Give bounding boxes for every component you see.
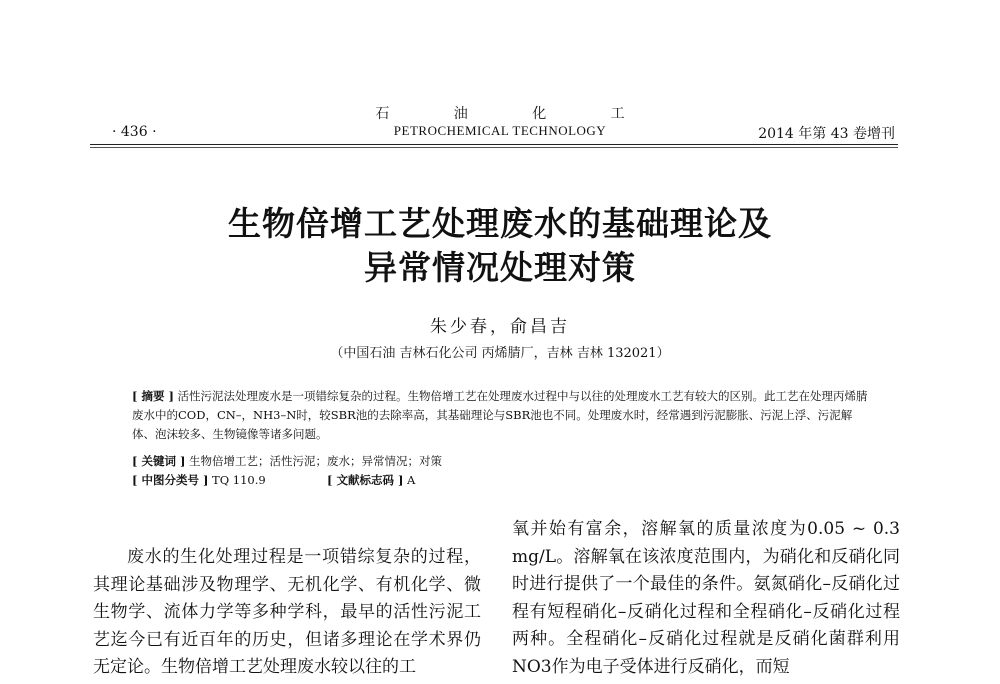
doc-code-group bbox=[327, 472, 415, 488]
paragraph-right: 氧并始有富余，溶解氧的质量浓度为0.05 ~ 0.3 mg/L。溶解氧在该浓度范围内，为硝化和反硝化同时进行提供了一个最佳的条件。氨氮硝化–反硝化过程有短程硝化–反硝化过程和全程硝化–反硝化过程两种。全程硝化–反硝化过程就是反硝化菌群利用NO3作为电子受体进行反硝化，而短 bbox=[512, 519, 900, 677]
keywords-row bbox=[132, 453, 442, 469]
authors: 朱少春，俞昌吉 bbox=[430, 317, 570, 337]
abstract bbox=[132, 387, 872, 444]
volume-info: 2014 年第 43 卷增刊 bbox=[758, 126, 895, 142]
class-label: [ 中图分类号 ] bbox=[132, 473, 209, 487]
affiliation: （中国石油 吉林石化公司 丙烯腈厂，吉林 吉林 132021） bbox=[330, 346, 670, 361]
keywords-label: [ 关键词 ] bbox=[132, 454, 186, 468]
paragraph-left: 废水的生化处理过程是一项错综复杂的过程，其理论基础涉及物理学、无机化学、有机化学、微生物学、流体力学等多种学科，最早的活性污泥工艺迄今已有近百年的历史，但诸多理论在学术界仍无定论。生物倍增工艺处理废水较以往的工 bbox=[93, 547, 481, 677]
journal-name-en: PETROCHEMICAL TECHNOLOGY bbox=[393, 123, 607, 138]
classification-row bbox=[132, 472, 416, 488]
body-column-left bbox=[93, 544, 481, 682]
page-number: · 436 · bbox=[112, 124, 157, 140]
doc-code: A bbox=[407, 473, 416, 487]
doc-label: [ 文献标志码 ] bbox=[327, 473, 404, 487]
header-rule-thin bbox=[90, 147, 898, 148]
abstract-text: 活性污泥法处理废水是一项错综复杂的过程。生物倍增工艺在处理废水过程中与以往的处理废水工艺有较大的区别。此工艺在处理丙烯腈废水中的COD，CN–，NH3–N时，较SBR池的去除率高，其基础理论与SBR池也不同。处理废水时，经常遇到污泥膨胀、污泥上浮、污泥解体、泡沫较多、生物镜像等诸多问题。 bbox=[132, 389, 868, 441]
keywords: 生物倍增工艺；活性污泥；废水；异常情况；对策 bbox=[189, 454, 443, 468]
body-column-right bbox=[512, 516, 900, 681]
header-rule bbox=[90, 144, 898, 145]
class-number: TQ 110.9 bbox=[212, 473, 266, 487]
article-title-line1: 生物倍增工艺处理废水的基础理论及 bbox=[228, 204, 772, 243]
abstract-label: [ 摘要 ] bbox=[132, 389, 174, 403]
article-title-line2: 异常情况处理对策 bbox=[364, 248, 636, 287]
journal-name-cn: 石 油 化 工 bbox=[375, 106, 655, 122]
